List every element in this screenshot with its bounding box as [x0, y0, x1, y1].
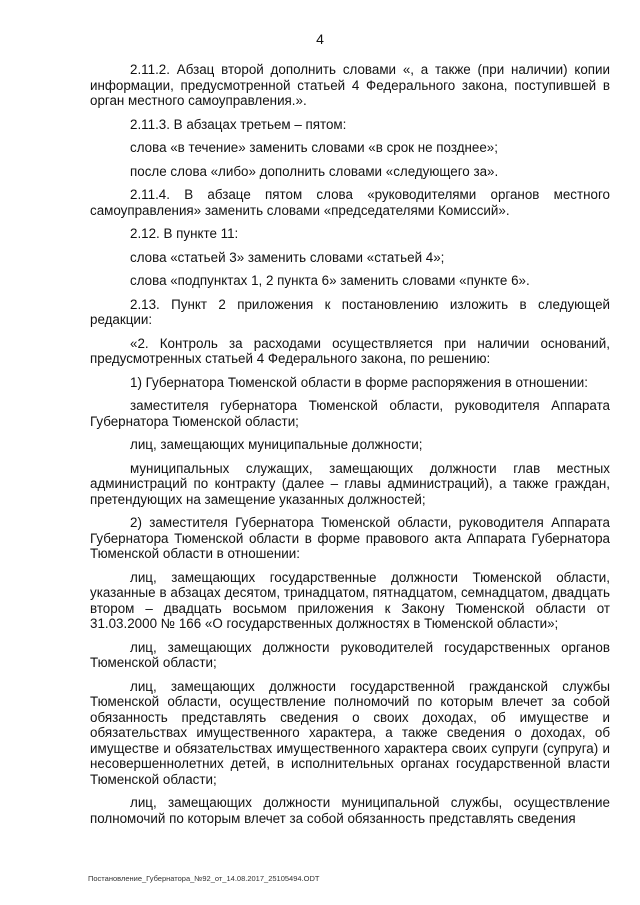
- paragraph: слова «подпунктах 1, 2 пункта 6» заменить словами «пункте 6».: [130, 273, 530, 288]
- paragraph: лиц, замещающих должности государственной гражданской службы Тюменской области, осуществление полномочий по которым влечет за собой обязанность представлять сведения о своих доходах, об имуществе и обязательствах имущественного характера, а также сведения о доходах, об имуществе и обязательствах имущественного характера своих супруги (супруга) и несовершеннолетних детей, в исполнительных органах государственной власти Тюменской области;: [90, 678, 610, 787]
- page-number: 4: [316, 31, 324, 47]
- paragraph: лиц, замещающих государственные должности Тюменской области, указанные в абзацах десятом, тринадцатом, пятнадцатом, семнадцатом, двадцать втором – двадцать восьмом приложения к Закону Тюменской области от 31.03.2000 № 166 «О государственных должностях в Тюменской области»;: [90, 569, 610, 631]
- paragraph: 2.11.2. Абзац второй дополнить словами «, а также (при наличии) копии информации, предусмотренной статьей 4 Федерального закона, поступившей в орган местного самоуправления.».: [90, 62, 610, 108]
- paragraph: «2. Контроль за расходами осуществляется при наличии оснований, предусмотренных статьей 4 Федерального закона, по решению:: [90, 335, 610, 366]
- paragraph: заместителя губернатора Тюменской области, руководителя Аппарата Губернатора Тюменской области;: [90, 398, 610, 429]
- paragraph: муниципальных служащих, замещающих должности глав местных администраций по контракту (далее – главы администраций), а также граждан, претендующих на замещение указанных должностей;: [90, 460, 610, 507]
- paragraph: лиц, замещающих должности муниципальной службы, осуществление полномочий по которым влечет за собой обязанность представлять сведения: [90, 795, 610, 826]
- paragraph: 2.11.3. В абзацах третьем – пятом:: [130, 116, 347, 132]
- paragraph: 1) Губернатора Тюменской области в форме распоряжения в отношении:: [130, 374, 588, 390]
- paragraph: слова «статьей 3» заменить словами «статьей 4»;: [130, 249, 445, 265]
- paragraph: 2) заместителя Губернатора Тюменской области, руководителя Аппарата Губернатора Тюменской области в форме правового акта Аппарата Губернатора Тюменской области в отношении:: [90, 515, 610, 561]
- paragraph: слова «в течение» заменить словами «в срок не позднее»;: [130, 140, 498, 155]
- paragraph: лиц, замещающих должности руководителей государственных органов Тюменской области;: [90, 639, 610, 670]
- document-footer: Постановление_Губернатора_№92_от_14.08.2017_25105494.ODT: [88, 874, 320, 883]
- paragraph: лиц, замещающих муниципальные должности;: [130, 437, 423, 452]
- paragraph: 2.11.4. В абзаце пятом слова «руководителями органов местного самоуправления» заменить словами «председателями Комиссий».: [90, 187, 610, 218]
- paragraph: после слова «либо» дополнить словами «следующего за».: [130, 163, 499, 179]
- document-body: [90, 62, 610, 834]
- paragraph: 2.13. Пункт 2 приложения к постановлению изложить в следующей редакции:: [90, 296, 610, 327]
- paragraph: 2.12. В пункте 11:: [130, 226, 239, 241]
